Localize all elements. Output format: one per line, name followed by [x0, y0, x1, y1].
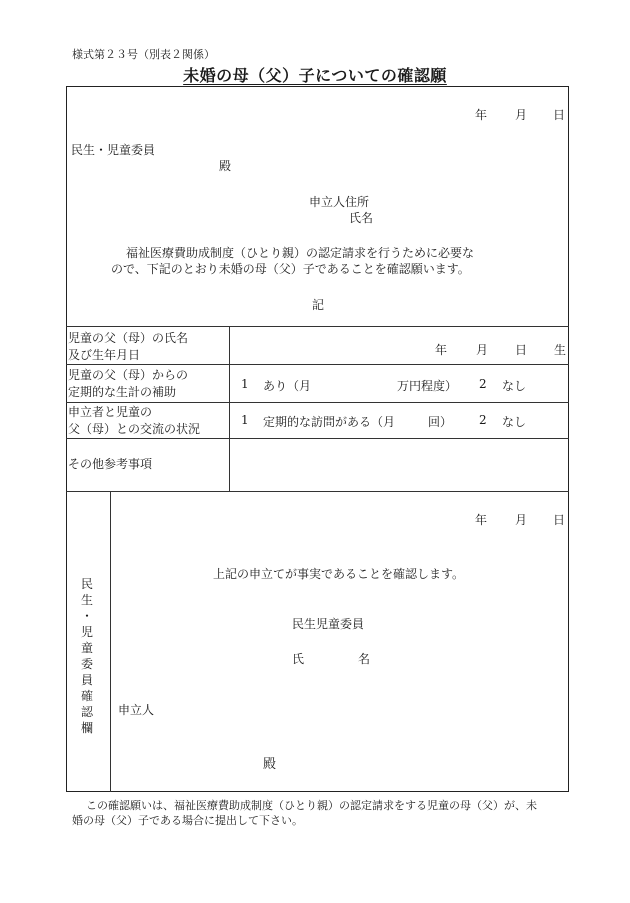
contact-option-1-count: 回） — [428, 415, 453, 429]
rule-after-support — [66, 402, 569, 403]
parent-birth-day: 日 — [515, 343, 528, 357]
rule-label-column — [229, 326, 230, 491]
rule-after-other — [66, 491, 569, 492]
support-option-1-number: 1 — [241, 377, 249, 391]
committee-name-b: 名 — [358, 652, 371, 666]
page-title — [0, 63, 630, 86]
contact-label-line-2: 父（母）との交流の状況 — [68, 422, 201, 436]
contact-option-2-text: なし — [502, 415, 527, 429]
support-label-line-2: 定期的な生計の補助 — [68, 385, 177, 399]
date-month: 月 — [515, 108, 528, 122]
rule-confirm-column — [110, 491, 111, 792]
addressee-honorific: 殿 — [219, 159, 232, 173]
request-line-2: ので、下記のとおり未婚の母（父）子であることを確認願います。 — [111, 262, 470, 276]
title-text: 未婚の母（父）子についての確認願 — [183, 66, 447, 85]
date-day: 日 — [553, 108, 566, 122]
contact-option-1-number: 1 — [241, 413, 249, 427]
support-option-2-text: なし — [502, 379, 527, 393]
request-line-1: 福祉医療費助成制度（ひとり親）の認定請求を行うために必要な — [126, 246, 475, 260]
support-option-1-text: あり（月 — [263, 379, 312, 393]
parent-name-label-line-2: 及び生年月日 — [68, 348, 141, 362]
applicant-name-label: 氏名 — [349, 211, 374, 225]
confirm-statement: 上記の申立てが事実であることを確認します。 — [213, 567, 465, 581]
contact-label — [68, 404, 226, 438]
rule-after-parent-name — [66, 364, 569, 365]
other-label-text: その他参考事項 — [68, 457, 153, 471]
confirm-honorific: 殿 — [263, 757, 277, 772]
contact-label-line-1: 申立者と児童の — [68, 405, 153, 419]
support-option-2-number: 2 — [479, 377, 487, 391]
date-year: 年 — [475, 108, 488, 122]
contact-option-2-number: 2 — [479, 413, 487, 427]
support-option-1-amount: 万円程度） — [397, 379, 458, 393]
confirm-date-month: 月 — [515, 513, 528, 527]
committee-label: 民生児童委員 — [292, 617, 365, 631]
footnote-line-2: 婚の母（父）子である場合に提出して下さい。 — [72, 814, 303, 827]
support-label-line-1: 児童の父（母）からの — [68, 368, 189, 382]
rule-after-request — [66, 326, 569, 327]
footnote-line-1: この確認願いは、福祉医療費助成制度（ひとり親）の認定請求をする児童の母（父）が、未 — [86, 799, 537, 812]
rule-after-contact — [66, 438, 569, 439]
contact-option-1-text: 定期的な訪問がある（月 — [263, 415, 396, 429]
confirm-side-label: 民 生 ・ 児 童 委 員 確 認 欄 — [80, 577, 93, 735]
support-label — [68, 367, 226, 401]
applicant-address-label: 申立人住所 — [309, 195, 370, 209]
parent-name-label — [68, 330, 226, 364]
ki-mark: 記 — [312, 298, 325, 312]
form-number: 様式第２３号（別表２関係） — [72, 48, 215, 61]
confirm-date-day: 日 — [553, 513, 566, 527]
other-label — [68, 456, 226, 473]
form-frame — [66, 86, 569, 792]
parent-birth-month: 月 — [476, 343, 489, 357]
parent-birth-year: 年 — [435, 343, 448, 357]
addressee-title: 民生・児童委員 — [71, 143, 156, 157]
confirm-applicant-label: 申立人 — [118, 703, 155, 717]
parent-name-label-line-1: 児童の父（母）の氏名 — [68, 331, 189, 345]
parent-birth-suffix: 生 — [554, 343, 567, 357]
confirm-date-year: 年 — [475, 513, 488, 527]
committee-name-a: 氏 — [292, 652, 305, 666]
